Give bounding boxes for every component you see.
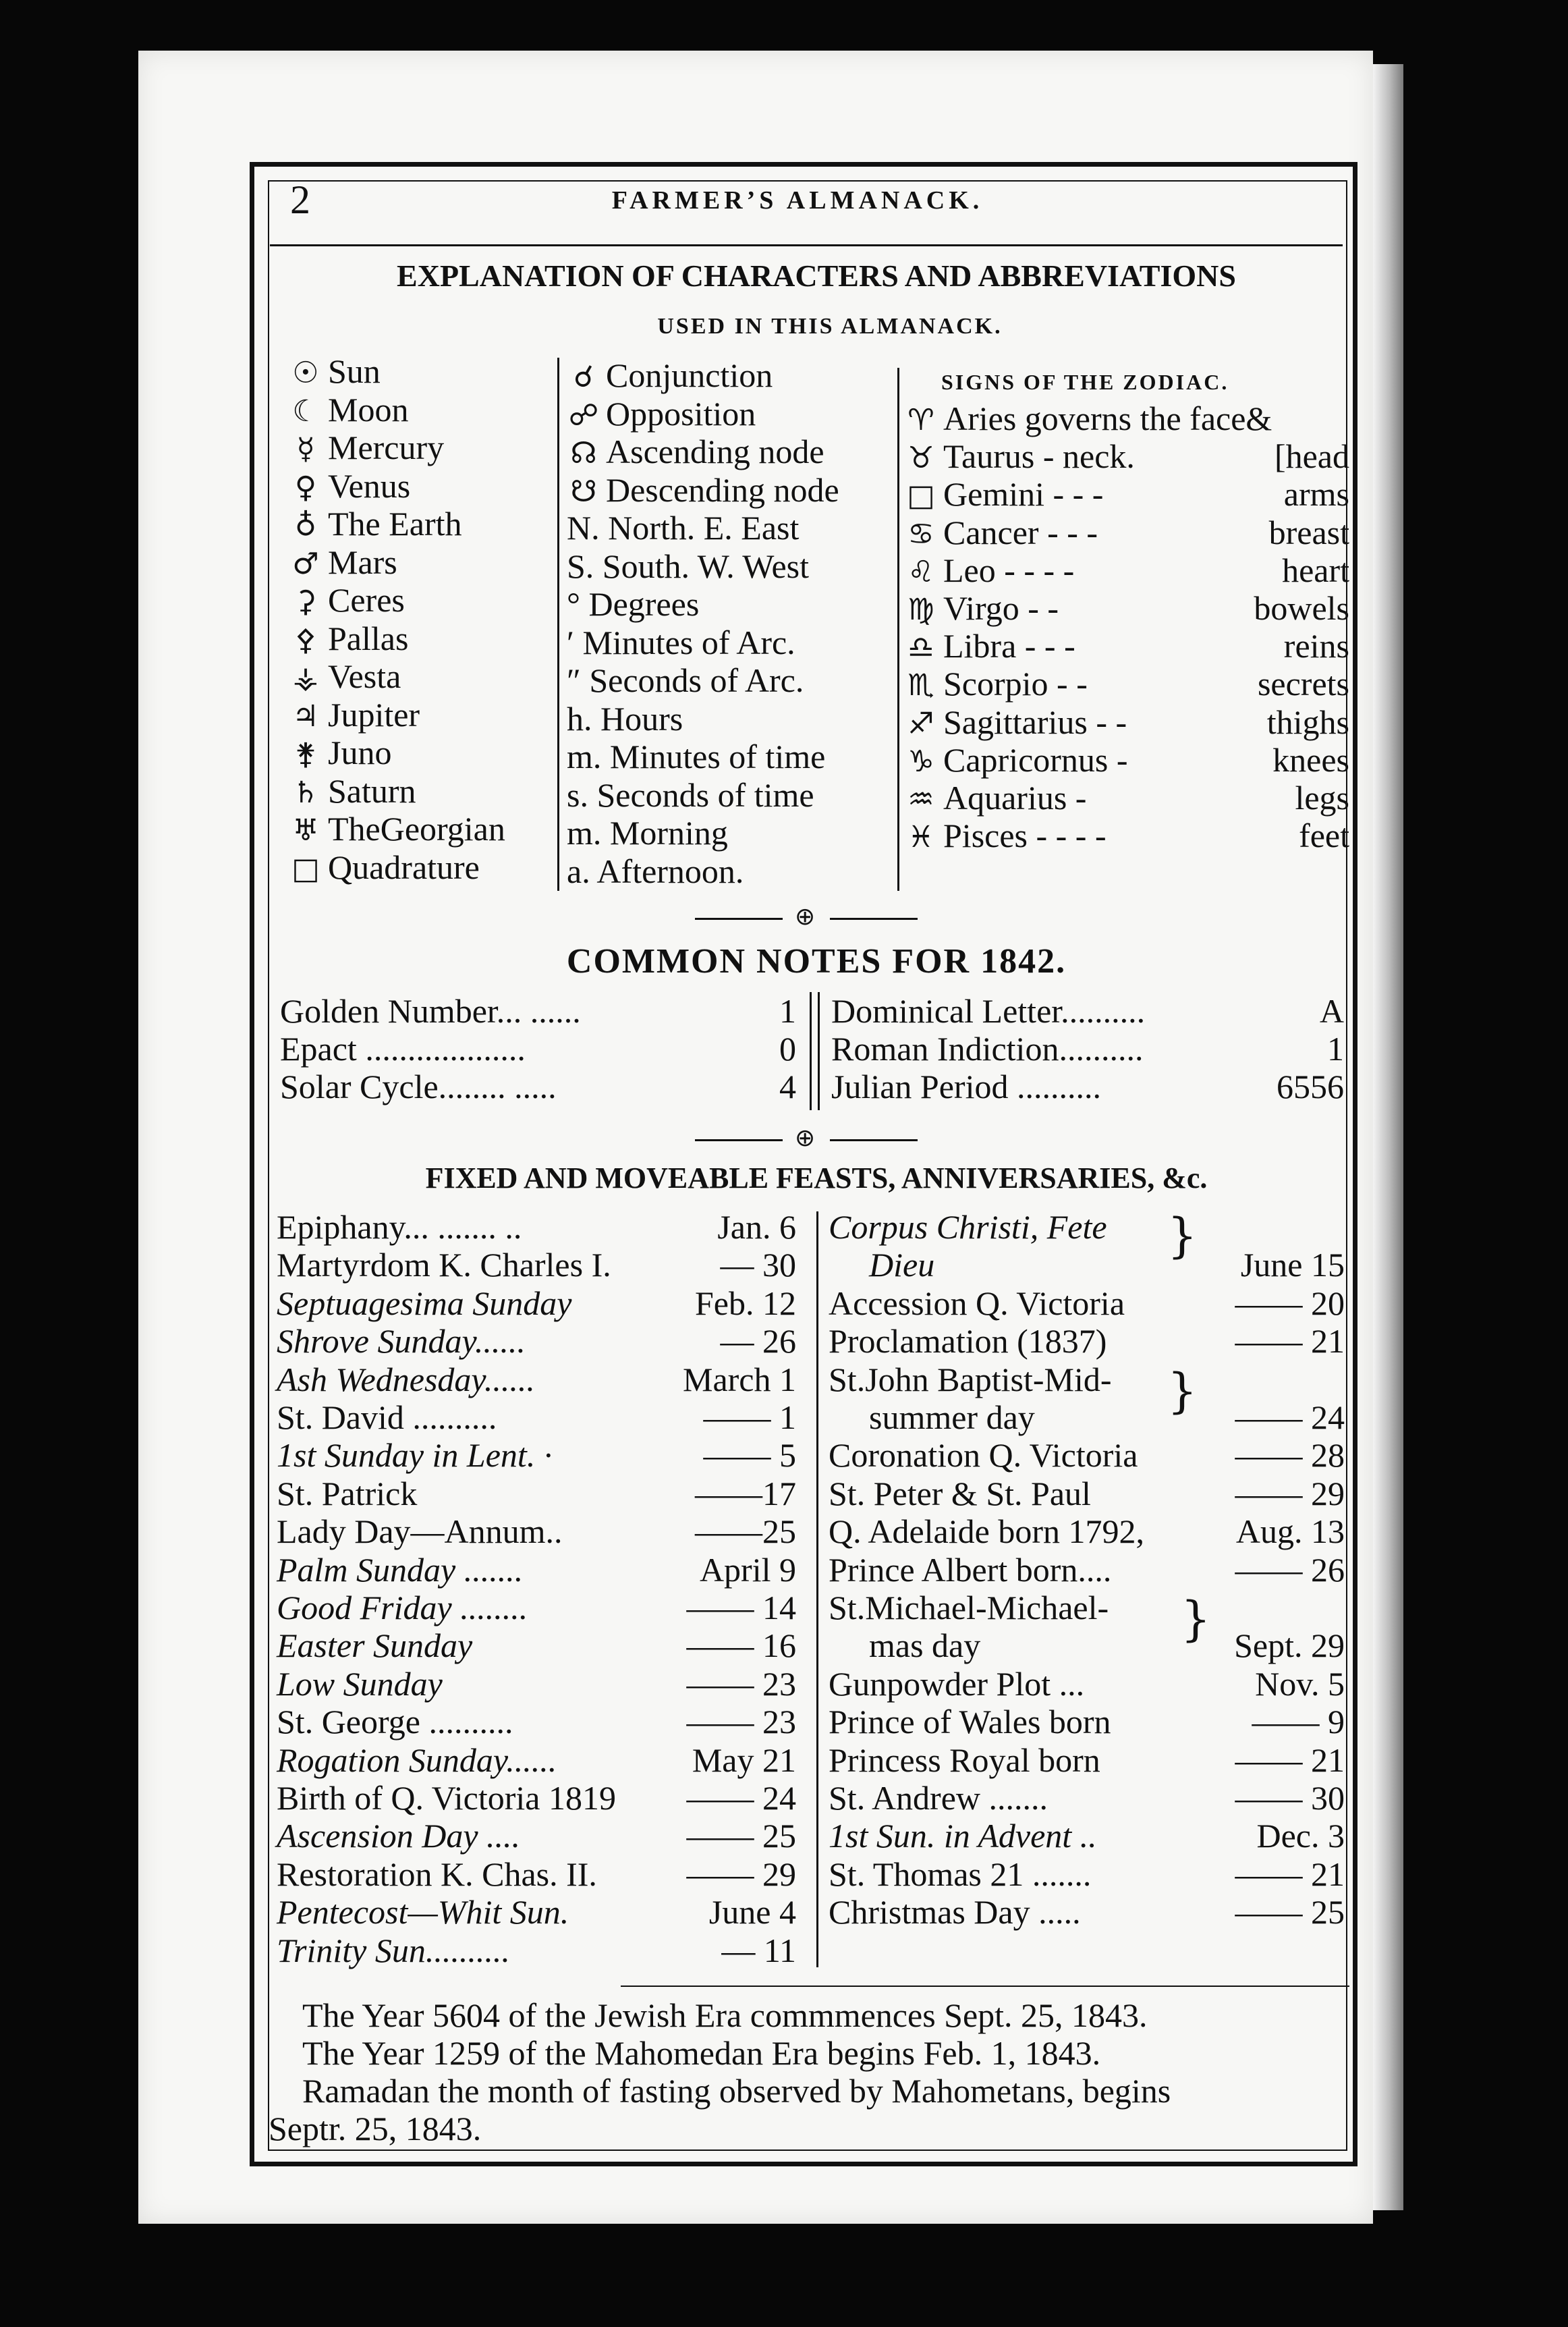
zodiac-label: Scorpio - - xyxy=(943,665,1088,703)
aspect-row xyxy=(567,509,799,547)
feast-left-row xyxy=(277,1855,796,1893)
scorpio-icon: ♏ xyxy=(907,668,934,703)
feast-left-label: Good Friday ........ xyxy=(277,1589,528,1626)
planet-row xyxy=(289,848,480,888)
feast-left-label: Lady Day—Annum.. xyxy=(277,1512,563,1551)
feast-right-row xyxy=(829,1551,1345,1589)
note-right-row xyxy=(831,992,1344,1030)
feast-right-row xyxy=(829,1475,1345,1512)
aspect-label: ° Degrees xyxy=(567,585,700,623)
feast-left-row xyxy=(277,1932,796,1969)
feast-right-row xyxy=(829,1703,1345,1741)
footer-line: Ramadan the month of fasting observed by Mahometans, begins xyxy=(302,2072,1171,2110)
notes-divider-b xyxy=(818,992,820,1110)
feast-right-label: Coronation Q. Victoria xyxy=(829,1436,1138,1475)
feast-right-row xyxy=(829,1284,1345,1322)
note-right-row xyxy=(831,1068,1344,1105)
feast-left-value: ——25 xyxy=(695,1512,796,1551)
feast-right-value: —— 26 xyxy=(1235,1550,1345,1589)
planet-label: Sun xyxy=(328,352,381,390)
feast-left-row xyxy=(277,1208,796,1246)
feast-left-row xyxy=(277,1665,796,1703)
aspect-label: N. North. E. East xyxy=(567,509,800,547)
zodiac-row xyxy=(904,741,1349,781)
taurus-icon: ♉ xyxy=(907,441,934,476)
aspect-label: s. Seconds of time xyxy=(567,775,814,814)
note-left-label: Epact ................... xyxy=(280,1030,526,1068)
zodiac-body-part: bowels xyxy=(1254,589,1349,627)
feast-left-label: St. George .......... xyxy=(277,1703,513,1741)
feast-right-row xyxy=(829,1893,1345,1931)
feast-left-value: — 30 xyxy=(720,1246,796,1284)
feast-right-row xyxy=(829,1855,1345,1893)
zodiac-row xyxy=(904,703,1349,743)
feast-right-value: —— 21 xyxy=(1235,1855,1345,1893)
feast-left-label: Ash Wednesday...... xyxy=(277,1360,535,1398)
feast-left-row xyxy=(277,1589,796,1626)
note-left-value: 1 xyxy=(779,992,796,1030)
zodiac-body-part: knees xyxy=(1272,740,1349,779)
feasts-divider xyxy=(816,1211,818,1967)
planet-label: TheGeorgian xyxy=(328,810,505,848)
feast-right-row xyxy=(829,1665,1345,1703)
zodiac-label: Cancer - - - xyxy=(943,513,1098,551)
feast-right-row xyxy=(829,1512,1345,1550)
feast-left-row xyxy=(277,1436,796,1474)
feast-left-value: — 26 xyxy=(720,1322,796,1361)
note-left-label: Solar Cycle........ ..... xyxy=(280,1068,557,1105)
zodiac-label: Gemini - - - xyxy=(943,475,1104,514)
brace-st-john: } xyxy=(1167,1363,1198,1419)
zodiac-row xyxy=(904,589,1349,629)
feast-left-value: May 21 xyxy=(692,1741,796,1779)
planet-row xyxy=(289,467,410,507)
feast-right-value: —— 21 xyxy=(1235,1741,1345,1779)
aspect-row xyxy=(567,814,728,852)
zodiac-row xyxy=(904,514,1349,553)
saturn-icon: ♄ xyxy=(292,775,319,810)
feast-right-value: Nov. 5 xyxy=(1255,1664,1345,1703)
feast-right-label: Q. Adelaide born 1792, xyxy=(829,1512,1144,1551)
aspect-row xyxy=(567,547,809,585)
feast-left-value: —— 24 xyxy=(686,1779,796,1817)
feast-left-value: Feb. 12 xyxy=(695,1284,796,1322)
feast-left-label: Restoration K. Chas. II. xyxy=(277,1855,597,1893)
jupiter-icon: ♃ xyxy=(292,699,319,734)
mercury-icon: ☿ xyxy=(296,432,315,466)
ornament2-rule-right xyxy=(830,1139,918,1141)
feast-left-row xyxy=(277,1322,796,1360)
aspect-row xyxy=(567,471,839,511)
aspect-label: Opposition xyxy=(606,394,756,433)
feast-left-label: Martyrdom K. Charles I. xyxy=(277,1246,611,1284)
juno-icon: ⚵ xyxy=(294,737,317,771)
brace-corpus-christi: } xyxy=(1167,1208,1198,1263)
aspect-label: ″ Seconds of Arc. xyxy=(567,661,804,699)
pisces-icon: ♓ xyxy=(907,820,934,855)
feast-left-value: ——17 xyxy=(695,1474,796,1512)
aspect-row xyxy=(567,356,773,396)
zodiac-body-part: reins xyxy=(1283,627,1349,665)
aspect-label: Conjunction xyxy=(606,356,773,394)
feast-right-value: —— 30 xyxy=(1235,1779,1345,1817)
aspect-row xyxy=(567,700,683,738)
feasts-title: FIXED AND MOVEABLE FEASTS, ANNIVERSARIES, &c. xyxy=(425,1161,1208,1195)
zodiac-label: Aquarius - xyxy=(943,779,1087,817)
aspect-label: m. Morning xyxy=(567,814,728,852)
zodiac-label: Taurus - neck. xyxy=(943,437,1135,476)
footer-line: The Year 1259 of the Mahomedan Era begins Feb. 1, 1843. xyxy=(302,2034,1101,2072)
feast-right-label: Prince of Wales born xyxy=(829,1703,1111,1741)
feast-right-label: summer day xyxy=(869,1398,1035,1436)
planet-label: Juno xyxy=(328,734,392,771)
note-left-value: 0 xyxy=(779,1030,796,1068)
ornament-rule-left xyxy=(695,918,783,920)
planet-row xyxy=(289,696,420,736)
running-head: FARMER’S ALMANACK. xyxy=(611,186,984,215)
zodiac-body-part: breast xyxy=(1268,513,1349,551)
feast-right-label: St. Thomas 21 ....... xyxy=(829,1855,1092,1893)
note-left-label: Golden Number... ...... xyxy=(280,992,581,1030)
notes-divider-a xyxy=(810,992,812,1110)
pallas-icon: ⚴ xyxy=(294,622,317,657)
planet-row xyxy=(289,581,405,621)
aspect-row xyxy=(567,624,795,661)
planet-row xyxy=(289,391,408,431)
feast-right-value: —— 25 xyxy=(1235,1893,1345,1932)
feast-left-label: St. David .......... xyxy=(277,1398,497,1436)
planet-label: Jupiter xyxy=(328,695,420,734)
planet-label: Venus xyxy=(328,466,411,505)
feast-left-label: Ascension Day .... xyxy=(277,1817,521,1855)
feast-left-row xyxy=(277,1512,796,1550)
feast-left-row xyxy=(277,1741,796,1779)
feast-left-row xyxy=(277,1893,796,1931)
feast-right-value: Dec. 3 xyxy=(1256,1817,1345,1855)
feast-right-value: —— 24 xyxy=(1235,1398,1345,1436)
feast-left-label: St. Patrick xyxy=(277,1474,418,1512)
zodiac-body-part: legs xyxy=(1295,779,1349,817)
feast-right-row xyxy=(829,1589,1345,1626)
feast-right-label: St.John Baptist-Mid- xyxy=(829,1360,1112,1398)
note-left-row xyxy=(280,1030,796,1068)
feast-left-value: — 11 xyxy=(721,1931,796,1969)
feast-right-value: Sept. 29 xyxy=(1234,1626,1345,1665)
feast-right-row xyxy=(829,1246,1345,1284)
aquarius-icon: ♒ xyxy=(907,782,934,817)
feast-right-label: 1st Sun. in Advent .. xyxy=(829,1817,1097,1855)
feast-right-value: June 15 xyxy=(1240,1246,1345,1284)
conjunction-icon: ☌ xyxy=(573,360,594,394)
feast-right-row xyxy=(829,1436,1345,1474)
planet-row xyxy=(289,734,391,773)
common-notes-title: COMMON NOTES FOR 1842. xyxy=(566,942,1067,981)
feast-left-label: Trinity Sun.......... xyxy=(277,1931,510,1969)
zodiac-label: Sagittarius - - xyxy=(943,703,1127,741)
feast-right-row xyxy=(829,1208,1345,1246)
feast-left-row xyxy=(277,1361,796,1398)
feast-right-row xyxy=(829,1741,1345,1779)
sagittarius-icon: ♐ xyxy=(907,706,934,741)
note-left-row xyxy=(280,1068,796,1105)
planet-row xyxy=(289,810,505,850)
feast-left-row xyxy=(277,1551,796,1589)
feast-left-row xyxy=(277,1246,796,1284)
aspect-label: m. Minutes of time xyxy=(567,738,826,775)
feast-left-value: —— 1 xyxy=(703,1398,796,1436)
feast-right-label: St. Andrew ....... xyxy=(829,1779,1048,1817)
aries-icon: ♈ xyxy=(907,403,934,437)
mars-icon: ♂ xyxy=(292,546,319,581)
feast-left-value: April 9 xyxy=(699,1550,796,1589)
georgian-icon: ♅ xyxy=(292,813,319,848)
aspect-label: a. Afternoon. xyxy=(567,852,744,890)
feast-left-value: —— 23 xyxy=(686,1703,796,1741)
feast-right-row xyxy=(829,1779,1345,1817)
feast-right-value: —— 28 xyxy=(1235,1436,1345,1475)
gemini-icon: □ xyxy=(907,478,935,514)
aspect-label: h. Hours xyxy=(567,699,683,738)
note-right-row xyxy=(831,1030,1344,1068)
zodiac-row xyxy=(904,551,1349,591)
explanation-title: EXPLANATION OF CHARACTERS AND ABBREVIATIONS xyxy=(397,258,1236,293)
note-right-label: Dominical Letter.......... xyxy=(831,992,1146,1030)
planet-row xyxy=(289,620,408,659)
feast-right-row xyxy=(829,1361,1345,1398)
feast-left-value: —— 29 xyxy=(686,1855,796,1893)
cancer-icon: ♋ xyxy=(907,516,934,551)
feast-left-value: —— 14 xyxy=(686,1589,796,1626)
feast-left-row xyxy=(277,1779,796,1817)
feast-left-label: Pentecost—Whit Sun. xyxy=(277,1893,569,1932)
footer-rule xyxy=(621,1986,1349,1987)
feast-left-value: —— 25 xyxy=(686,1817,796,1855)
feast-left-label: Septuagesima Sunday xyxy=(277,1284,572,1322)
feast-left-value: March 1 xyxy=(683,1360,796,1398)
feast-left-value: —— 23 xyxy=(686,1664,796,1703)
feast-left-row xyxy=(277,1284,796,1322)
feast-right-label: mas day xyxy=(869,1626,981,1665)
feast-left-row xyxy=(277,1475,796,1512)
zodiac-row xyxy=(904,400,1349,439)
zodiac-row xyxy=(904,475,1349,515)
libra-icon: ♎ xyxy=(907,630,934,665)
header-rule xyxy=(270,244,1343,246)
planet-row xyxy=(289,352,381,392)
feast-left-row xyxy=(277,1398,796,1436)
feast-left-value: June 4 xyxy=(708,1893,796,1932)
planet-row xyxy=(289,772,416,812)
feast-left-value: —— 5 xyxy=(703,1436,796,1475)
note-right-value: 6556 xyxy=(1277,1068,1344,1105)
earth-icon: ♁ xyxy=(294,508,317,543)
ornament2-rule-left xyxy=(695,1139,783,1141)
zodiac-body-part: arms xyxy=(1283,475,1349,514)
planet-label: Vesta xyxy=(328,657,401,695)
explanation-subtitle: USED IN THIS ALMANACK. xyxy=(657,314,1003,339)
feast-right-value: —— 20 xyxy=(1235,1284,1345,1322)
vesta-icon: ⚶ xyxy=(293,661,318,695)
sun-icon: ☉ xyxy=(292,356,319,390)
planet-label: Mars xyxy=(328,543,397,581)
zodiac-row xyxy=(904,665,1349,705)
capricornus-icon: ♑ xyxy=(907,744,934,779)
zodiac-body-part: secrets xyxy=(1257,665,1349,703)
feast-left-value: Jan. 6 xyxy=(717,1208,796,1246)
brace-st-michael: } xyxy=(1181,1591,1211,1647)
aspect-row xyxy=(567,661,804,699)
feast-left-value: —— 16 xyxy=(686,1626,796,1665)
feast-right-row xyxy=(829,1322,1345,1360)
feast-right-label: Dieu xyxy=(869,1246,935,1284)
feast-right-value: —— 21 xyxy=(1235,1322,1345,1361)
feast-left-label: Rogation Sunday...... xyxy=(277,1741,557,1779)
feast-left-label: Epiphany... ....... .. xyxy=(277,1208,522,1246)
virgo-icon: ♍ xyxy=(907,593,934,627)
aspect-label: Ascending node xyxy=(606,433,824,470)
feast-left-label: 1st Sunday in Lent. · xyxy=(277,1436,553,1475)
feast-right-row xyxy=(829,1817,1345,1855)
feast-right-label: Prince Albert born.... xyxy=(829,1550,1112,1589)
planet-row xyxy=(289,657,401,697)
planet-label: Saturn xyxy=(328,771,416,810)
planet-label: Pallas xyxy=(328,619,409,657)
feast-right-value: Aug. 13 xyxy=(1235,1512,1345,1551)
aspect-row xyxy=(567,738,825,775)
feast-right-value: —— 29 xyxy=(1235,1474,1345,1512)
moon-icon: ☾ xyxy=(292,393,319,429)
feast-left-row xyxy=(277,1626,796,1664)
zodiac-row xyxy=(904,437,1349,477)
zodiac-row xyxy=(904,817,1349,856)
zodiac-body-part: heart xyxy=(1282,551,1349,589)
feast-left-label: Easter Sunday xyxy=(277,1626,473,1665)
zodiac-row xyxy=(904,627,1349,667)
aspect-row xyxy=(567,852,744,890)
feast-right-row xyxy=(829,1398,1345,1436)
descending-node-icon: ☋ xyxy=(570,474,597,509)
ornament2-icon: ⊕ xyxy=(795,1124,816,1152)
footer-line: The Year 5604 of the Jewish Era commmences Sept. 25, 1843. xyxy=(302,1996,1148,2034)
leo-icon: ♌ xyxy=(907,554,934,589)
note-right-value: 1 xyxy=(1327,1030,1344,1068)
aspect-row xyxy=(567,433,824,472)
zodiac-body-part: feet xyxy=(1299,817,1349,855)
zodiac-row xyxy=(904,779,1349,819)
zodiac-label: Capricornus - xyxy=(943,740,1128,779)
ascending-node-icon: ☊ xyxy=(570,436,597,470)
column-divider-2 xyxy=(897,368,899,891)
feast-left-label: Palm Sunday ....... xyxy=(277,1550,524,1589)
zodiac-label: Pisces - - - - xyxy=(943,817,1107,855)
aspect-row xyxy=(567,776,814,814)
ornament-rule-right xyxy=(830,918,918,920)
feast-right-label: St.Michael-Michael- xyxy=(829,1589,1109,1626)
planet-label: Moon xyxy=(328,390,409,429)
opposition-icon: ☍ xyxy=(568,398,599,433)
feast-right-label: St. Peter & St. Paul xyxy=(829,1474,1091,1512)
note-left-row xyxy=(280,992,796,1030)
column-divider-1 xyxy=(557,358,559,891)
zodiac-label: Libra - - - xyxy=(943,627,1075,665)
venus-icon: ♀ xyxy=(294,470,317,505)
planet-label: Ceres xyxy=(328,581,405,619)
feast-right-label: Accession Q. Victoria xyxy=(829,1284,1125,1322)
feast-right-label: Christmas Day ..... xyxy=(829,1893,1081,1932)
planet-label: Mercury xyxy=(328,429,445,466)
aspect-label: S. South. W. West xyxy=(567,547,810,585)
planet-row xyxy=(289,429,444,468)
feast-left-label: Birth of Q. Victoria 1819 xyxy=(277,1779,616,1817)
feast-right-label: Princess Royal born xyxy=(829,1741,1100,1779)
planet-row xyxy=(289,543,397,583)
note-left-value: 4 xyxy=(779,1068,796,1105)
planet-label: The Earth xyxy=(328,505,462,543)
aspect-label: ′ Minutes of Arc. xyxy=(567,623,795,661)
zodiac-body-part: thighs xyxy=(1266,703,1349,741)
ceres-icon: ⚳ xyxy=(294,584,317,619)
feast-left-row xyxy=(277,1703,796,1741)
aspect-row xyxy=(567,395,756,435)
note-right-label: Julian Period .......... xyxy=(831,1068,1101,1105)
feast-right-label: Proclamation (1837) xyxy=(829,1322,1107,1361)
feast-right-label: Corpus Christi, Fete xyxy=(829,1208,1107,1246)
feast-right-row xyxy=(829,1626,1345,1664)
feast-left-label: Low Sunday xyxy=(277,1664,443,1703)
footer-line: Septr. 25, 1843. xyxy=(269,2110,482,2147)
zodiac-body-part: [head xyxy=(1274,437,1349,476)
feast-right-label: Gunpowder Plot ... xyxy=(829,1664,1085,1703)
aspect-row xyxy=(567,585,699,623)
planet-label: Quadrature xyxy=(328,848,480,886)
planet-row xyxy=(289,505,462,545)
feast-right-value: —— 9 xyxy=(1252,1703,1345,1741)
zodiac-label: Virgo - - xyxy=(943,589,1059,627)
quadrature-icon: □ xyxy=(291,851,320,886)
feast-left-row xyxy=(277,1817,796,1855)
zodiac-label: Leo - - - - xyxy=(943,551,1075,589)
aspect-label: Descending node xyxy=(606,470,839,509)
zodiac-label: Aries governs the face& xyxy=(943,400,1272,437)
page-number: 2 xyxy=(290,177,310,222)
note-right-value: A xyxy=(1319,992,1344,1030)
ornament-icon: ⊕ xyxy=(795,903,816,931)
zodiac-title: SIGNS OF THE ZODIAC. xyxy=(941,370,1229,394)
note-right-label: Roman Indiction.......... xyxy=(831,1030,1144,1068)
feast-left-label: Shrove Sunday...... xyxy=(277,1322,526,1361)
